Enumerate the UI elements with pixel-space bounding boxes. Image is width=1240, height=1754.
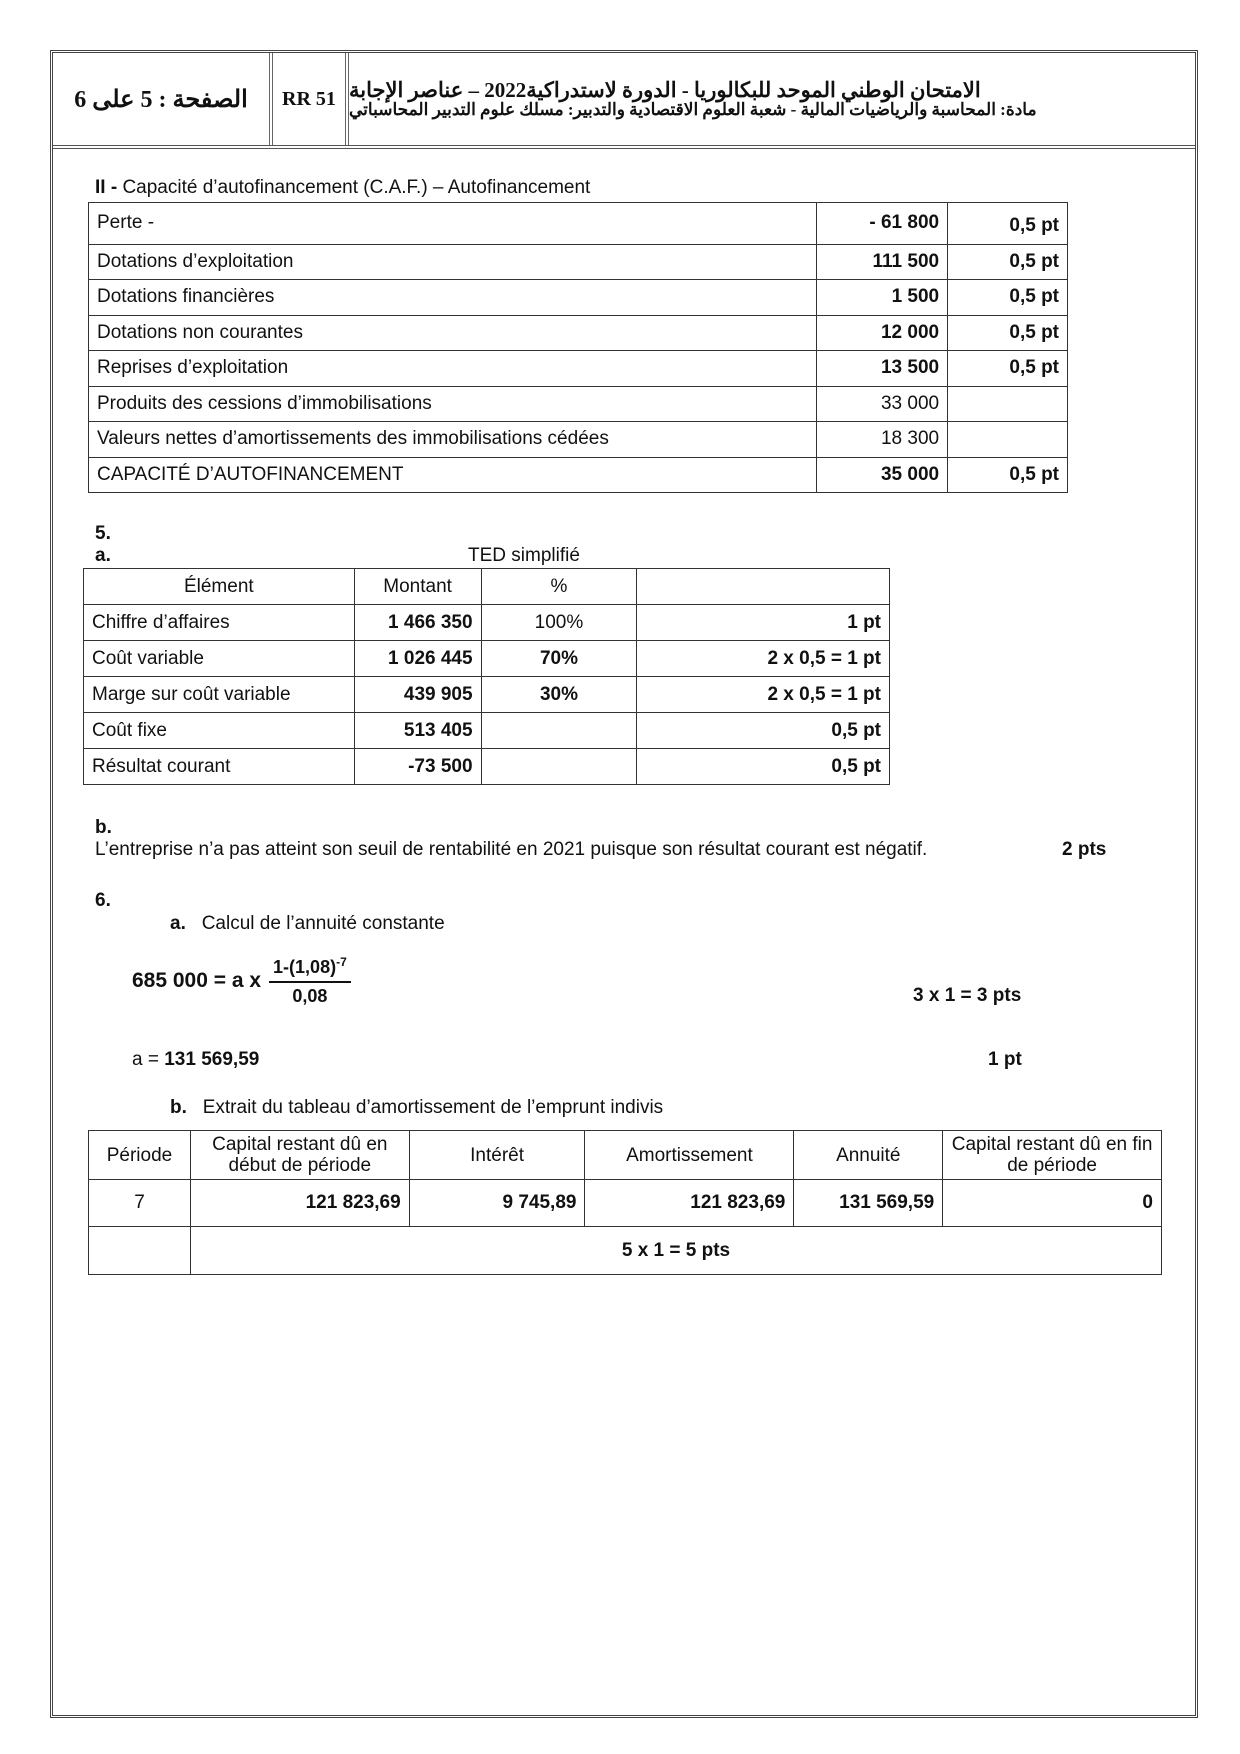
question-6a-title: Calcul de l’annuité constante <box>201 913 445 934</box>
table-row <box>84 605 890 641</box>
exam-code: RR 51 <box>273 53 349 145</box>
ted-element: Coût variable <box>84 641 355 677</box>
page-indicator: الصفحة : 5 على 6 <box>53 53 273 145</box>
table-row <box>89 244 1068 280</box>
ted-amount: 1 466 350 <box>354 605 481 641</box>
formula-denominator: 0,08 <box>292 986 328 1006</box>
annuity-result-points: 1 pt <box>988 1049 1022 1070</box>
amort-points: 5 x 1 = 5 pts <box>190 1227 1161 1275</box>
amort-interest: 9 745,89 <box>409 1180 585 1227</box>
ted-points: 0,5 pt <box>637 713 890 749</box>
amortization-table <box>88 1130 1162 1275</box>
ted-amount: 439 905 <box>354 677 481 713</box>
question-6b-title: Extrait du tableau d’amortissement de l’emprunt indivis <box>202 1097 664 1118</box>
table-header-row <box>84 569 890 605</box>
formula-numerator-base: 1-(1,08) <box>273 957 337 977</box>
ted-points: 1 pt <box>637 605 890 641</box>
caf-amount: 111 500 <box>817 244 948 280</box>
amort-empty-cell <box>89 1227 191 1275</box>
caf-section-title <box>95 177 590 199</box>
amort-period: 7 <box>89 1180 191 1227</box>
table-header-row <box>89 1131 1162 1180</box>
caf-amount: 18 300 <box>817 422 948 458</box>
caf-amount: 12 000 <box>817 315 948 351</box>
formula-points: 3 x 1 = 3 pts <box>913 985 1022 1006</box>
caf-amount: - 61 800 <box>817 203 948 245</box>
caf-points: 0,5 pt <box>948 457 1068 493</box>
question-5b-points: 2 pts <box>1062 839 1107 860</box>
table-row <box>84 677 890 713</box>
annuity-result <box>132 1049 259 1071</box>
caf-label: CAPACITÉ D’AUTOFINANCEMENT <box>89 457 817 493</box>
ted-header: Élément <box>84 569 355 605</box>
ted-header <box>637 569 890 605</box>
caf-label: Dotations financières <box>89 280 817 316</box>
caf-label: Produits des cessions d’immobilisations <box>89 386 817 422</box>
amort-header: Annuité <box>794 1131 943 1180</box>
amort-header: Capital restant dû en début de période <box>190 1131 409 1180</box>
ted-amount: 513 405 <box>354 713 481 749</box>
table-row-total <box>89 457 1068 493</box>
caf-label: Dotations d’exploitation <box>89 244 817 280</box>
document-header <box>53 53 1195 149</box>
annuity-formula <box>132 955 351 1007</box>
caf-points <box>948 422 1068 458</box>
ted-element: Chiffre d’affaires <box>84 605 355 641</box>
amort-capital-start: 121 823,69 <box>190 1180 409 1227</box>
ted-percent: 70% <box>481 641 637 677</box>
table-row <box>84 713 890 749</box>
caf-label: Perte - <box>89 203 817 245</box>
ted-percent: 30% <box>481 677 637 713</box>
formula-exponent: -7 <box>336 955 347 969</box>
question-5b-label: b. <box>95 817 112 838</box>
exam-title-line1: الامتحان الوطني الموحد للبكالوريا - الدورة لاستدراكية2022 – عناصر الإجابة <box>349 78 981 102</box>
question-6-number: 6. <box>95 890 111 911</box>
caf-label: Reprises d’exploitation <box>89 351 817 387</box>
caf-section-title-text: Capacité d’autofinancement (C.A.F.) – Autofinancement <box>117 177 591 198</box>
caf-section-prefix: II - <box>95 177 118 198</box>
exam-title <box>349 53 1195 145</box>
table-points-row <box>89 1227 1162 1275</box>
ted-element: Marge sur coût variable <box>84 677 355 713</box>
amort-capital-end: 0 <box>943 1180 1162 1227</box>
table-row <box>89 422 1068 458</box>
amort-header: Amortissement <box>585 1131 794 1180</box>
formula-numerator <box>269 955 351 983</box>
table-row <box>84 641 890 677</box>
caf-table <box>88 202 1068 493</box>
ted-percent <box>481 713 637 749</box>
amort-header: Capital restant dû en fin de période <box>943 1131 1162 1180</box>
question-6a <box>170 913 445 935</box>
ted-points: 2 x 0,5 = 1 pt <box>637 641 890 677</box>
caf-points: 0,5 pt <box>948 315 1068 351</box>
caf-amount: 33 000 <box>817 386 948 422</box>
table-row <box>89 386 1068 422</box>
caf-amount: 13 500 <box>817 351 948 387</box>
caf-points: 0,5 pt <box>948 351 1068 387</box>
ted-table-title: TED simplifié <box>468 545 580 566</box>
annuity-result-prefix: a = <box>132 1049 165 1070</box>
ted-percent <box>481 749 637 785</box>
ted-header: % <box>481 569 637 605</box>
caf-points: 0,5 pt <box>948 280 1068 316</box>
table-row <box>89 315 1068 351</box>
ted-element: Coût fixe <box>84 713 355 749</box>
caf-points: 0,5 pt <box>948 203 1068 245</box>
question-6b <box>170 1097 663 1119</box>
table-row <box>89 280 1068 316</box>
amort-annuity: 131 569,59 <box>794 1180 943 1227</box>
ted-amount: -73 500 <box>354 749 481 785</box>
ted-percent: 100% <box>481 605 637 641</box>
amort-amortization: 121 823,69 <box>585 1180 794 1227</box>
caf-amount: 1 500 <box>817 280 948 316</box>
caf-points: 0,5 pt <box>948 244 1068 280</box>
annuity-result-value: 131 569,59 <box>164 1049 260 1070</box>
amort-header: Période <box>89 1131 191 1180</box>
exam-title-line2: مادة: المحاسبة والرياضيات المالية - شعبة العلوم الاقتصادية والتدبير: مسلك علوم التدبير المحاسباتي <box>349 100 1037 119</box>
question-5b-answer: L’entreprise n’a pas atteint son seuil de rentabilité en 2021 puisque son résultat courant est négatif. <box>95 839 928 860</box>
question-6b-label: b. <box>170 1097 187 1118</box>
ted-amount: 1 026 445 <box>354 641 481 677</box>
question-5-number: 5. <box>95 523 111 544</box>
formula-fraction <box>269 955 351 1007</box>
ted-element: Résultat courant <box>84 749 355 785</box>
caf-amount: 35 000 <box>817 457 948 493</box>
ted-points: 2 x 0,5 = 1 pt <box>637 677 890 713</box>
table-row <box>89 203 1068 245</box>
caf-label: Dotations non courantes <box>89 315 817 351</box>
table-row <box>89 351 1068 387</box>
ted-points: 0,5 pt <box>637 749 890 785</box>
ted-table <box>83 568 890 785</box>
caf-points <box>948 386 1068 422</box>
question-5a-label: a. <box>95 545 111 566</box>
table-row <box>84 749 890 785</box>
amort-header: Intérêt <box>409 1131 585 1180</box>
caf-label: Valeurs nettes d’amortissements des immobilisations cédées <box>89 422 817 458</box>
table-row <box>89 1180 1162 1227</box>
question-6a-label: a. <box>170 913 186 934</box>
formula-lhs: 685 000 = a x <box>132 969 262 992</box>
ted-header: Montant <box>354 569 481 605</box>
